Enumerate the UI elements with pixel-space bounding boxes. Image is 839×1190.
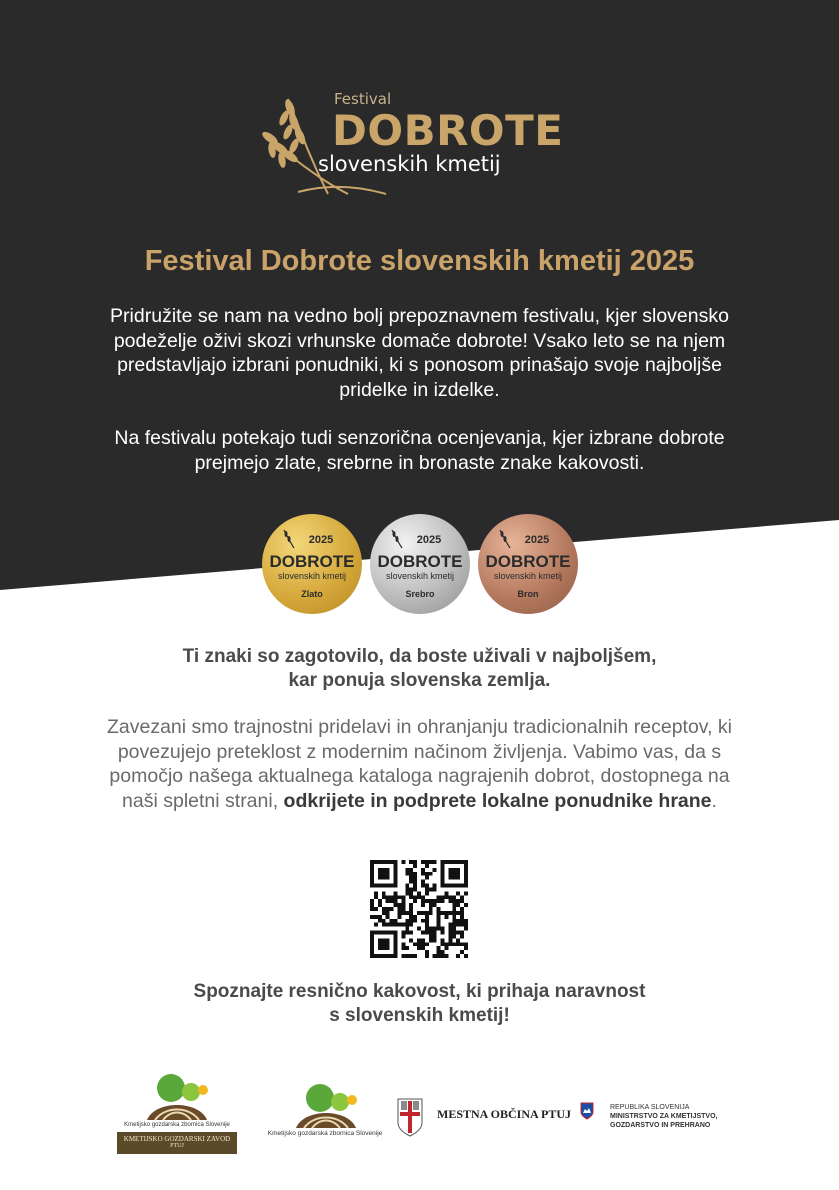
medal-grade: Zlato [301,589,323,599]
kgzs-zavod-box [117,1132,237,1154]
medal-name: DOBROTE [377,552,463,571]
mestna-obcina-ptuj-logo [397,1095,572,1139]
guarantee-text [0,645,839,693]
gold-medal [262,514,362,614]
kgzs-zavod-city: PTUJ [170,1143,184,1149]
commitment-text [100,715,739,813]
closing-line-2: s slovenskih kmetij! [329,1005,510,1026]
kgzs-emblem-icon [115,1072,239,1122]
kgzs-emblem-icon [262,1082,388,1130]
intro-paragraph-2: Na festivalu potekajo tudi senzorična ocenjevanja, kjer izbrane dobrote prejmejo zlate, srebrne in bronaste znake kakovosti. [114,427,725,474]
medal-subtitle: slovenskih kmetij [385,571,455,581]
commitment-body: Zavezani smo trajnostni pridelavi in ohranjanju tradicionalnih receptov, ki povezujejo preteklost z modernim načinom življenja. Vabimo vas, da s pomočjo našega aktualnega kataloga nagrajenih dobrot, dostopnega na naši spletni strani, [106,716,733,812]
mop-label: MESTNA OBČINA PTUJ [437,1107,572,1121]
closing-text [0,980,839,1028]
kgzs-zavod-label: KMETIJSKO GOZDARSKI ZAVOD [123,1135,231,1143]
medal-name: DOBROTE [485,552,571,571]
medal-year: 2025 [524,534,550,546]
medal-subtitle: slovenskih kmetij [277,571,347,581]
medal-year: 2025 [308,534,334,546]
bronze-medal [478,514,578,614]
guarantee-line-2: kar ponuja slovenska zemlja. [288,670,551,691]
intro-paragraph-1: Pridružite se nam na vedno bolj prepoznavnem festivalu, kjer slovensko podeželje oživi skozi vrhunske domače dobrote! Vsako leto se na njem predstavljajo izbrani ponudniki, ki s ponosom prinašajo svoje najboljše pridelke in izdelke. [110,305,729,401]
logo-subtitle: slovenskih kmetij [318,152,501,176]
medal-name: DOBROTE [269,552,355,571]
closing-line-1: Spoznajte resnično kakovost, ki prihaja naravnost [193,981,646,1002]
medal-grade: Bron [517,589,539,599]
kgzs1-label: Kmetijsko gozdarska zbornica Slovenije [124,1122,230,1128]
republika-slovenija-logo [580,1102,740,1138]
commitment-highlight: odkrijete in podprete lokalne ponudnike hrane [283,789,712,812]
logo-festival-text: Festival [334,90,392,108]
intro-text [90,304,749,475]
commitment-end: . [711,789,717,812]
rs-line-2: MINISTRSTVO ZA KMETIJSTVO, [610,1113,718,1120]
silver-medal [370,514,470,614]
medal-year: 2025 [416,534,442,546]
qr-code[interactable] [370,860,468,958]
medal-grade: Srebro [405,589,435,599]
rs-line-1: REPUBLIKA SLOVENIJA [610,1104,690,1111]
kgzs-logo [262,1082,388,1142]
rs-line-3: GOZDARSTVO IN PREHRANO [610,1122,711,1129]
page-title: Festival Dobrote slovenskih kmetij 2025 [144,245,695,277]
logo-dobrote-text: DOBROTE [332,106,564,155]
medal-subtitle: slovenskih kmetij [493,571,563,581]
guarantee-line-1: Ti znaki so zagotovilo, da boste uživali v najboljšem, [182,646,657,667]
kgzs2-label: Kmetijsko gozdarska zbornica Slovenije [267,1130,383,1137]
festival-logo [258,86,564,206]
kgzs-zavod-ptuj-logo [115,1072,239,1156]
slovenia-coat-of-arms-icon [580,1102,594,1120]
ptuj-coat-of-arms-icon [397,1097,423,1137]
